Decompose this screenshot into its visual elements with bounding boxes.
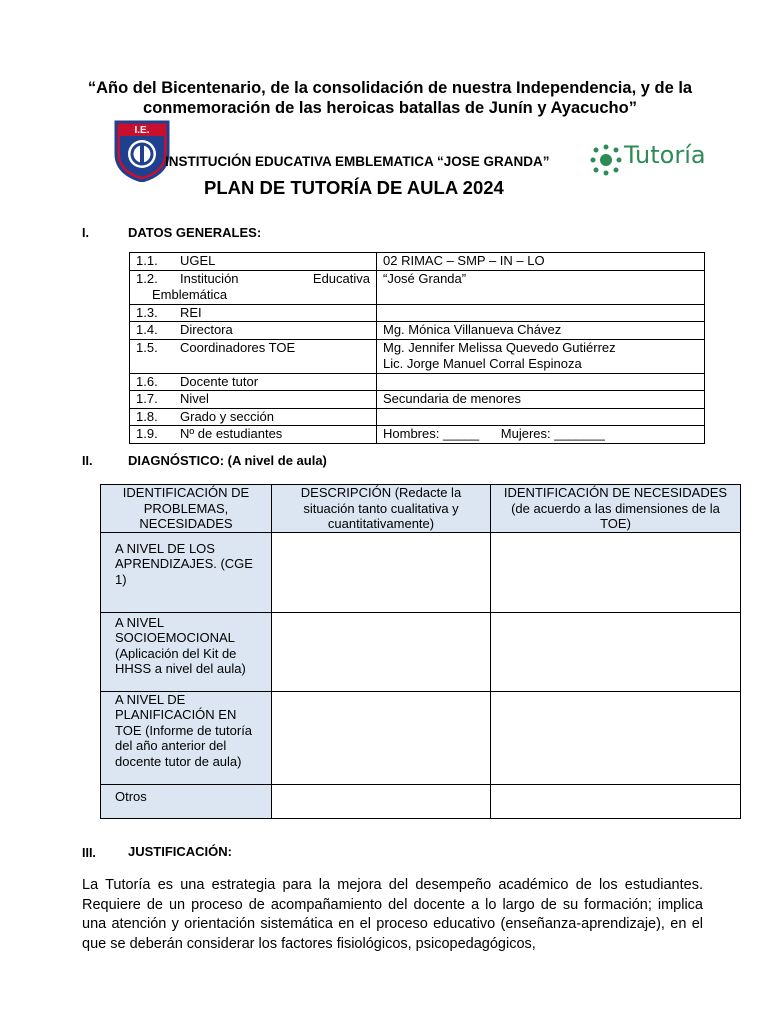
row-label: A NIVEL SOCIOEMOCIONAL (Aplicación del Kit de HHSS a nivel del aula): [101, 612, 272, 691]
row-value: Lic. Jorge Manuel Corral Espinoza: [383, 356, 582, 371]
row-value: [377, 408, 705, 426]
table-row: [130, 339, 705, 373]
row-label: A NIVEL DE LOS APRENDIZAJES. (CGE 1): [101, 532, 272, 612]
plan-title: PLAN DE TUTORÍA DE AULA 2024: [204, 177, 504, 198]
row-label-part: Institución: [180, 270, 239, 286]
row-label: A NIVEL DE PLANIFICACIÓN EN TOE (Informe de tutoría del año anterior del docente tutor de aula): [101, 691, 272, 784]
needs-cell[interactable]: [491, 784, 741, 818]
year-title: “Año del Bicentenario, de la consolidación de nuestra Independencia, y de la conmemoración de las heroicas batallas de Junín y Ayacucho”: [87, 79, 693, 117]
row-number: 1.6.: [136, 373, 158, 389]
row-value: “José Granda”: [377, 270, 705, 304]
row-label: Directora: [180, 322, 233, 337]
row-number: 1.5.: [136, 339, 158, 355]
row-label: Nº de estudiantes: [180, 426, 283, 441]
table-row: [130, 253, 705, 271]
row-value: Mg. Mónica Villanueva Chávez: [377, 322, 705, 340]
general-data-table: [129, 252, 705, 444]
row-number: 1.8.: [136, 408, 158, 424]
needs-cell[interactable]: [491, 532, 741, 612]
row-label-part: Educativa: [312, 270, 370, 286]
section-2-title: DIAGNÓSTICO: (A nivel de aula): [128, 453, 327, 468]
table-row: [130, 304, 705, 322]
school-crest-logo: [112, 118, 172, 182]
row-number: 1.3.: [136, 304, 158, 320]
column-header: IDENTIFICACIÓN DE NECESIDADES (de acuerdo a las dimensiones de la TOE): [491, 485, 741, 533]
tutoria-logo-text: Tutoría: [624, 141, 706, 169]
table-row: [101, 612, 741, 691]
section-1-title: DATOS GENERALES:: [128, 225, 262, 240]
section-3-title: JUSTIFICACIÓN:: [128, 844, 232, 859]
table-row: [130, 270, 705, 304]
row-label-part: Emblemática: [152, 287, 228, 302]
table-row: [130, 373, 705, 391]
row-value: 02 RIMAC – SMP – IN – LO: [377, 253, 705, 271]
table-row: [130, 322, 705, 340]
section-2-number: II.: [82, 454, 93, 468]
row-number: 1.1.: [136, 253, 158, 268]
row-value: Hombres: _____ Mujeres: _______: [377, 426, 705, 444]
row-value: [377, 304, 705, 322]
table-row: [101, 691, 741, 784]
row-value: Secundaria de menores: [377, 391, 705, 409]
row-label: Grado y sección: [180, 408, 274, 424]
crest-text: I.E.: [134, 125, 150, 136]
section-1-number: I.: [82, 226, 89, 240]
row-label: REI: [180, 304, 202, 320]
description-cell[interactable]: [272, 784, 491, 818]
row-number: 1.9.: [136, 426, 158, 441]
row-label: Otros: [101, 784, 272, 818]
row-label: Nivel: [180, 391, 209, 406]
row-label: UGEL: [180, 253, 216, 268]
description-cell[interactable]: [272, 612, 491, 691]
institution-name: INSTITUCIÓN EDUCATIVA EMBLEMATICA “JOSE GRANDA”: [165, 154, 550, 169]
justification-paragraph: La Tutoría es una estrategia para la mejora del desempeño académico de los estudiantes. Requiere de un proceso de acompañamiento del docente a lo largo de su formación; implica una atención y orientación sistemática en el proceso educativo (enseñanza-aprendizaje), en el que se deberán considerar los factores fisiológicos, psicopedagógicos,: [82, 877, 703, 952]
needs-cell[interactable]: [491, 691, 741, 784]
table-row: [130, 426, 705, 444]
description-cell[interactable]: [272, 691, 491, 784]
table-row: [130, 408, 705, 426]
table-row: [130, 391, 705, 409]
table-header-row: [101, 485, 741, 533]
row-number: 1.7.: [136, 391, 158, 406]
table-row: [101, 532, 741, 612]
row-number: 1.2.: [136, 270, 158, 286]
tutoria-logo: [590, 140, 718, 180]
row-number: 1.4.: [136, 322, 158, 337]
row-label: Docente tutor: [180, 373, 259, 389]
section-3-number: III.: [82, 846, 96, 860]
needs-cell[interactable]: [491, 612, 741, 691]
diagnosis-table: [100, 484, 741, 819]
column-header: DESCRIPCIÓN (Redacte la situación tanto cualitativa y cuantitativamente): [272, 485, 491, 533]
row-label: Coordinadores TOE: [180, 339, 296, 355]
table-row: [101, 784, 741, 818]
row-value: [377, 373, 705, 391]
row-value: Mg. Jennifer Melissa Quevedo Gutiérrez: [383, 339, 616, 355]
description-cell[interactable]: [272, 532, 491, 612]
column-header: IDENTIFICACIÓN DE PROBLEMAS, NECESIDADES: [101, 485, 272, 533]
